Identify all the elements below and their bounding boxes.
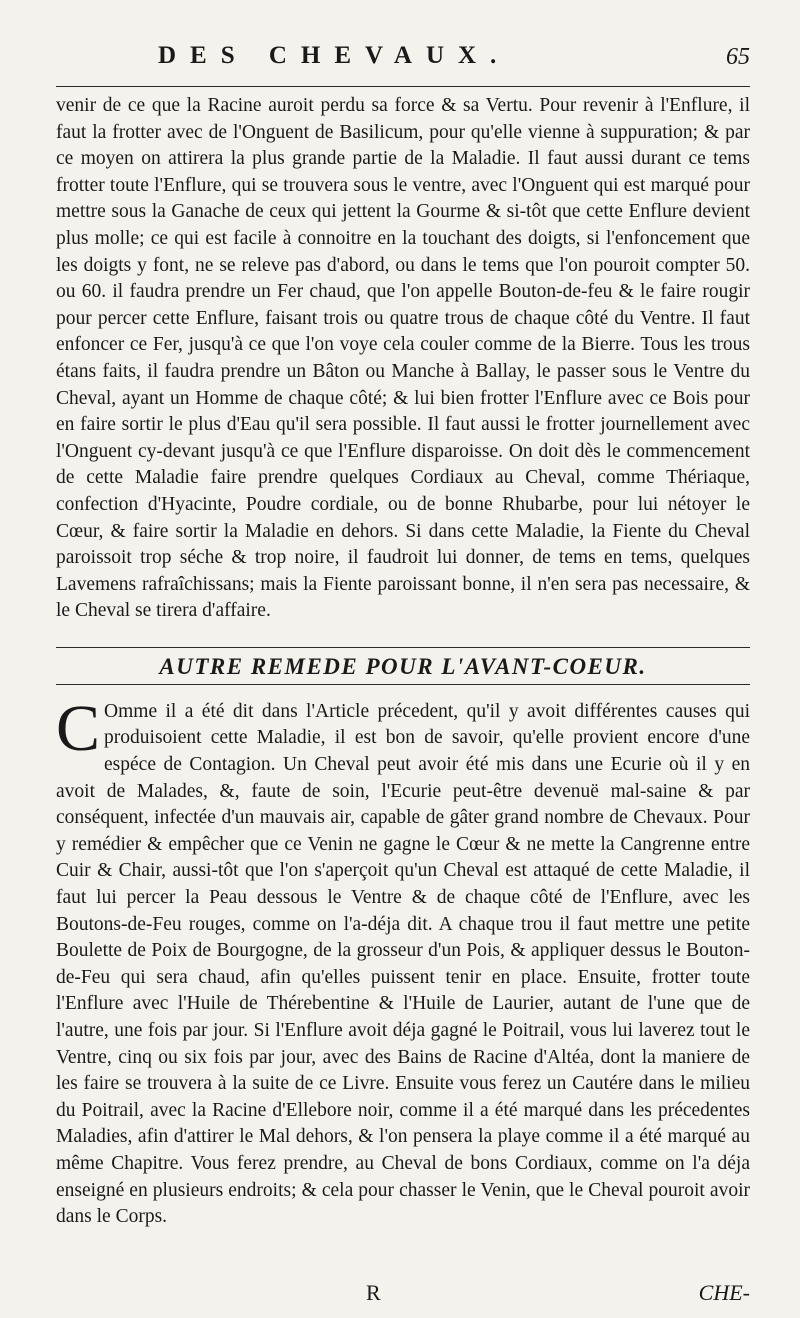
section-paragraph bbox=[56, 691, 750, 1231]
section-heading: AUTRE REMEDE POUR L'AVANT-COEUR. bbox=[56, 647, 750, 685]
page-footer bbox=[56, 1280, 750, 1310]
running-head bbox=[56, 36, 750, 87]
signature-mark: R bbox=[366, 1280, 381, 1305]
paragraph-continuation: venir de ce que la Racine auroit perdu sa force & sa Vertu. Pour revenir à l'Enflure, il faut la frotter avec de l'Onguent de Basilicum, pour qu'elle vienne à suppuration; & par ce moyen on attirera la plus grande partie de la Maladie. Il faut aussi durant ce tems frotter toute l'Enflure, qui se trouvera sous le ventre, avec l'Onguent qui est marqué pour mettre sous la Ganache de ceux qui jettent la Gourme & si-tôt que cette Enflure devient plus molle; ce qui est facile à connoitre en la touchant des doigts, si l'enfoncement que les doigts y font, ne se releve pas d'abord, ou dans le tems que l'on pouroit compter 50. ou 60. il faudra prendre un Fer chaud, que l'on appelle Bouton-de-feu & le faire rougir pour percer cette Enflure, faisant trois ou quatre trous de chaque côté du Ventre. Il faut enfoncer ce Fer, jusqu'à ce que l'on voye cela couler comme de la Bierre. Tous les trous étans faits, il faudra prendre un Bâton ou Manche à Ballay, le passer sous le Ventre du Cheval, ayant un Homme de chaque côté; & lui bien frotter l'Enflure avec ce Bois pour en faire sortir le plus d'Eau qu'il sera possible. Il faut aussi le frotter journellement avec l'Onguent cy-devant jusqu'à ce que l'Enflure disparoisse. On doit dès le commencement de cette Maladie faire prendre quelques Cordiaux au Cheval, comme Thériaque, confection d'Hyacinte, Poudre cordiale, ou de bonne Rhubarbe, pour lui nétoyer le Cœur, & faire sortir la Maladie en dehors. Si dans cette Maladie, la Fiente du Cheval paroissoit trop séche & trop noire, il faudroit lui donner, de tems en tems, quelques Lavemens rafraîchissans; mais la Fiente paroissant bonne, il n'en sera pas necessaire, & le Cheval se tirera d'affaire. bbox=[56, 95, 750, 622]
page-number: 65 bbox=[726, 44, 750, 70]
catchword: CHE- bbox=[698, 1280, 750, 1305]
section-paragraph-text: Omme il a été dit dans l'Article précedent, qu'il y avoit différentes causes qui produisoient cette Maladie, il est bon de savoir, qu'elle provient encore d'une espéce de Contagion. Un Cheval peut avoir été mis dans une Ecurie où il y en avoit de Malades, &, faute de soin, l'Ecurie peut-être devenuë mal-saine & par conséquent, infectée d'un mauvais air, capable de gâter grand nombre de Chevaux. Pour y remédier & empêcher que ce Venin ne gagne le Cœur & ne mette la Cangrenne entre Cuir & Chair, aussi-tôt que l'on s'aperçoit qu'un Cheval est attaqué de cette Maladie, il faut lui percer la Peau dessous le Ventre & de chaque côté de l'Enflure, avec les Boutons-de-Feu rouges, comme on l'a-déja dit. A chaque trou il faut mettre une petite Boulette de Poix de Bourgogne, de la grosseur d'un Pois, & appliquer dessus le Bouton-de-Feu qui sera chaud, afin qu'elles puissent tenir en place. Ensuite, frotter toute l'Enflure avec l'Huile de Thérebentine & l'Huile de Laurier, autant de l'une que de l'autre, une fois par jour. Si l'Enflure avoit déja gagné le Poitrail, vous lui laverez tout le Ventre, cinq ou six fois par jour, avec des Bains de Racine d'Altéa, dont la maniere de les faire se trouvera à la suite de ce Livre. Ensuite vous ferez un Cautére dans le milieu du Poitrail, avec la Racine d'Ellebore noir, comme il a été marqué dans les précedentes Maladies, afin d'attirer le Mal dehors, & l'on pensera la playe comme il a été marqué au même Chapitre. Vous ferez prendre, au Cheval de bons Cordiaux, comme on l'a déja enseigné en plusieurs endroits; & cela pour chasser le Venin, que le Cheval pouroit avoir dans le Corps. bbox=[56, 700, 750, 1228]
running-title: DES CHEVAUX. bbox=[158, 42, 511, 69]
drop-cap: C bbox=[56, 691, 101, 765]
body-text bbox=[56, 93, 750, 1231]
